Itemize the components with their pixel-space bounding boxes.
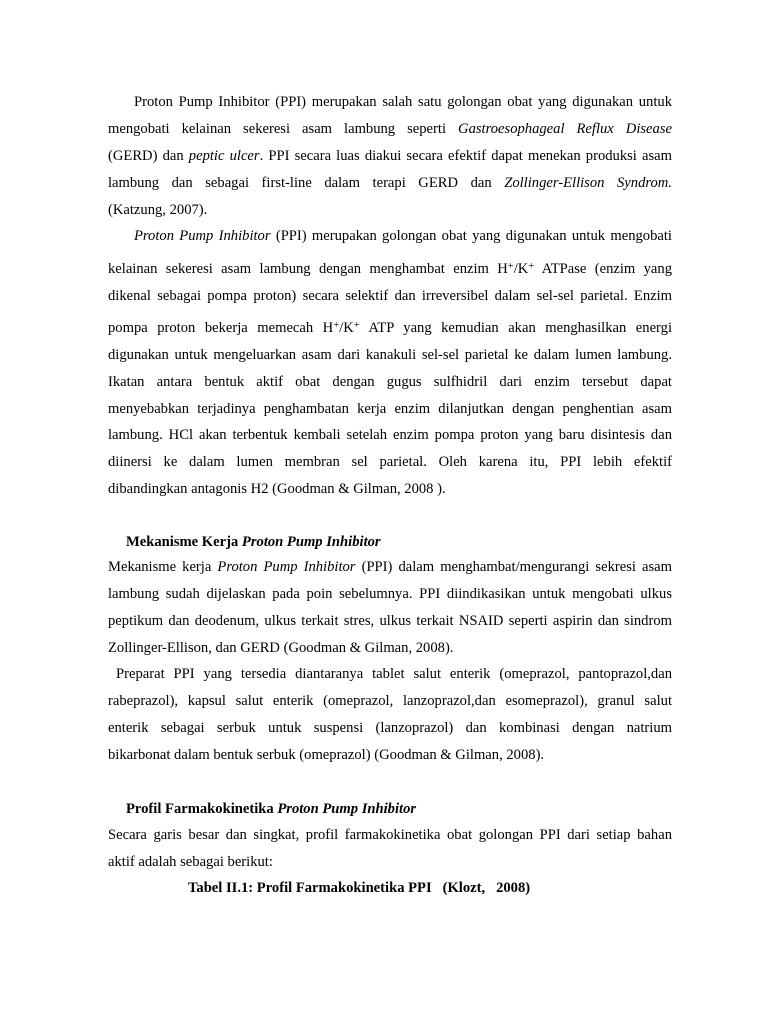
paragraph-2-line-10 bbox=[108, 479, 672, 499]
text: menyebabkan terjadinya penghambatan kerja enzim dilanjutkan dengan penghentian asam bbox=[108, 401, 672, 417]
text: Proton Pump Inhibitor (PPI) merupakan salah satu golongan obat yang digunakan untuk bbox=[134, 94, 672, 110]
paragraph-4-line-2 bbox=[108, 691, 672, 711]
text: aktif adalah sebagai berikut: bbox=[108, 854, 273, 870]
italic-term: Proton Pump Inhibitor bbox=[217, 559, 356, 575]
superscript: + bbox=[528, 261, 535, 273]
paragraph-2-line-7 bbox=[108, 399, 672, 419]
heading-text: Mekanisme Kerja bbox=[126, 534, 239, 550]
paragraph-1-line-3 bbox=[108, 146, 672, 166]
paragraph-1-line-5 bbox=[108, 200, 672, 220]
paragraph-3-line-3 bbox=[108, 611, 672, 631]
heading-italic: Proton Pump Inhibitor bbox=[277, 801, 417, 817]
paragraph-5-line-1 bbox=[108, 825, 672, 845]
paragraph-3-line-2 bbox=[108, 584, 672, 604]
paragraph-2-line-6 bbox=[108, 372, 672, 392]
italic-term: Zollinger-Ellison Syndrom. bbox=[504, 175, 672, 191]
paragraph-2-line-4 bbox=[108, 318, 672, 338]
caption-text: Tabel II.1: Profil Farmakokinetika PPI (Klozt, 2008) bbox=[188, 880, 531, 896]
paragraph-2-line-1 bbox=[108, 226, 672, 246]
text: digunakan untuk mengeluarkan asam dari kanakuli sel-sel parietal ke dalam lumen lambung. bbox=[108, 347, 672, 363]
text: rabeprazol), kapsul salut enterik (omeprazol, lanzoprazol,dan esomeprazol), granul salut bbox=[108, 693, 672, 709]
text: lambung sudah dijelaskan pada poin sebelumnya. PPI diindikasikan untuk mengobati ulkus bbox=[108, 586, 672, 602]
paragraph-2-line-8 bbox=[108, 425, 672, 445]
paragraph-3-line-4 bbox=[108, 638, 672, 658]
text: dikenal sebagai pompa proton) secara selektif dan irreversibel dalam sel-sel parietal. Enzim bbox=[108, 288, 672, 304]
text: ATPase (enzim yang bbox=[541, 261, 672, 277]
paragraph-4-line-3 bbox=[108, 718, 672, 738]
text: Preparat PPI yang tersedia diantaranya tablet salut enterik (omeprazol, pantoprazol,dan bbox=[116, 666, 672, 682]
text: kelainan sekeresi asam lambung dengan menghambat enzim H bbox=[108, 261, 508, 277]
text: /K bbox=[513, 261, 529, 277]
text: (PPI) merupakan golongan obat yang digunakan untuk mengobati bbox=[275, 228, 672, 244]
paragraph-4-line-1 bbox=[108, 664, 672, 684]
text: Ikatan antara bentuk aktif obat dengan gugus sulfhidril dari enzim tersebut dapat bbox=[108, 374, 672, 390]
superscript: + bbox=[507, 261, 514, 273]
text: (GERD) dan bbox=[108, 148, 184, 164]
text: enterik sebagai serbuk untuk suspensi (lanzoprazol) dan kombinasi dengan natrium bbox=[108, 720, 672, 736]
italic-term: Gastroesophageal Reflux Disease bbox=[458, 121, 672, 137]
italic-term: peptic ulcer bbox=[188, 148, 260, 164]
text: bikarbonat dalam bentuk serbuk (omeprazol) (Goodman & Gilman, 2008). bbox=[108, 747, 545, 763]
text: pompa proton bekerja memecah H bbox=[108, 320, 334, 336]
text: (Katzung, 2007). bbox=[108, 202, 208, 218]
text: Mekanisme kerja bbox=[108, 559, 212, 575]
superscript: + bbox=[333, 320, 340, 332]
text: Secara garis besar dan singkat, profil farmakokinetika obat golongan PPI dari setiap bahan bbox=[108, 827, 672, 843]
paragraph-1-line-1 bbox=[108, 92, 672, 112]
text: dibandingkan antagonis H2 (Goodman & Gilman, 2008 ). bbox=[108, 481, 446, 497]
section-heading-profil bbox=[126, 799, 416, 819]
paragraph-2-line-9 bbox=[108, 452, 672, 472]
paragraph-1-line-4 bbox=[108, 173, 672, 193]
text: lambung dan sebagai first-line dalam terapi GERD dan bbox=[108, 175, 492, 191]
paragraph-2-line-2 bbox=[108, 259, 672, 279]
text: ATP yang kemudian akan menghasilkan energi bbox=[368, 320, 672, 336]
text: /K bbox=[339, 320, 354, 336]
text: peptikum dan deodenum, ulkus terkait stres, ulkus terkait NSAID seperti aspirin dan sindrom bbox=[108, 613, 672, 629]
paragraph-2-line-3 bbox=[108, 286, 672, 306]
text: lambung. HCl akan terbentuk kembali setelah enzim pompa proton yang baru disintesis dan bbox=[108, 427, 672, 443]
italic-term: Proton Pump Inhibitor bbox=[134, 228, 271, 244]
text: mengobati kelainan sekeresi asam lambung seperti bbox=[108, 121, 447, 137]
section-heading-mekanisme bbox=[126, 532, 381, 552]
text: . PPI secara luas diakui secara efektif dapat menekan produksi asam bbox=[259, 148, 672, 164]
paragraph-3-line-1 bbox=[108, 557, 672, 577]
text: Zollinger-Ellison, dan GERD (Goodman & Gilman, 2008). bbox=[108, 640, 454, 656]
table-caption bbox=[188, 878, 530, 898]
superscript: + bbox=[353, 320, 360, 332]
paragraph-2-line-5 bbox=[108, 345, 672, 365]
paragraph-1-line-2 bbox=[108, 119, 672, 139]
paragraph-5-line-2 bbox=[108, 852, 672, 872]
text: diinersi ke dalam lumen membran sel parietal. Oleh karena itu, PPI lebih efektif bbox=[108, 454, 672, 470]
heading-italic: Proton Pump Inhibitor bbox=[241, 534, 381, 550]
text: (PPI) dalam menghambat/mengurangi sekresi asam bbox=[361, 559, 672, 575]
heading-text: Profil Farmakokinetika bbox=[126, 801, 274, 817]
paragraph-4-line-4 bbox=[108, 745, 672, 765]
